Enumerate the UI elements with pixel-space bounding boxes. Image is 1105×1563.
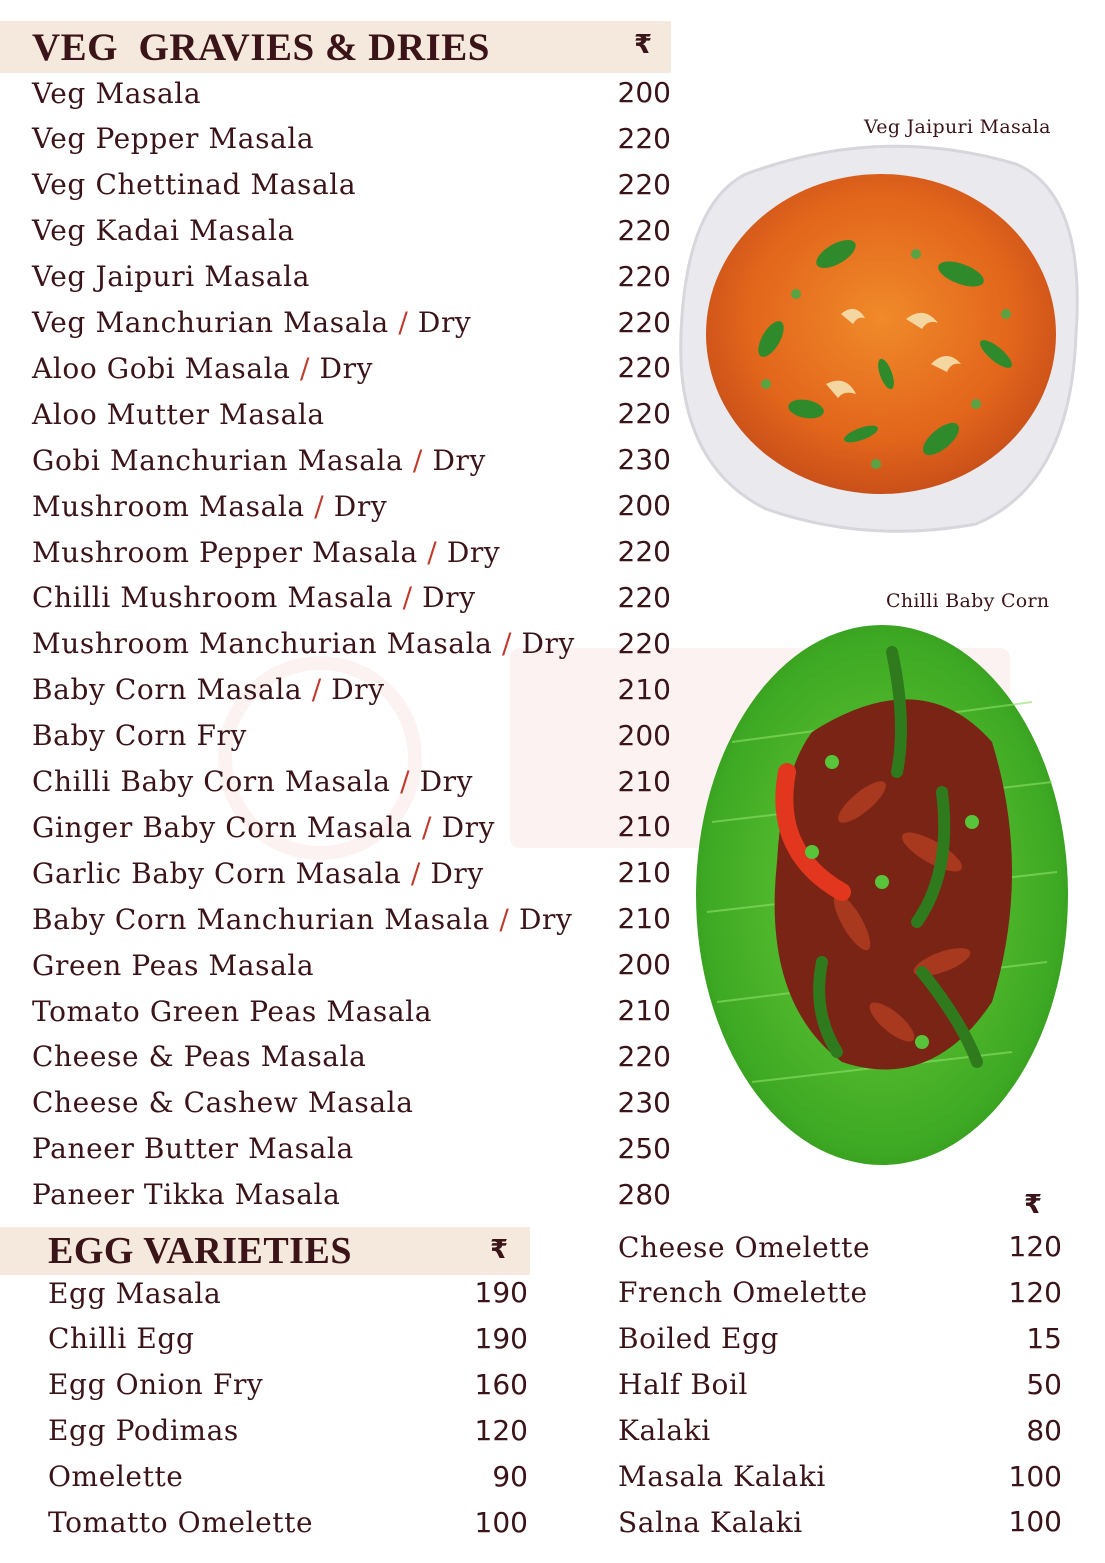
veg-section-title: VEG GRAVIES & DRIES	[32, 25, 490, 69]
menu-item-name	[32, 581, 476, 614]
menu-item-price: 250	[617, 1131, 671, 1165]
menu-item-name-text: Tomato Green Peas Masala	[32, 994, 433, 1028]
menu-item-name	[48, 1460, 183, 1493]
menu-item-name	[32, 352, 373, 385]
chilli-baby-corn-photo	[692, 622, 1072, 1168]
menu-item-name	[32, 122, 314, 155]
menu-item-name	[32, 490, 387, 523]
menu-item-name-text: Egg Podimas	[48, 1414, 239, 1448]
menu-item-price: 200	[617, 76, 671, 109]
menu-item	[32, 116, 314, 162]
menu-item-name-text: Veg Masala	[32, 76, 202, 110]
menu-item-variant: Dry	[419, 765, 474, 798]
menu-item	[48, 1408, 239, 1454]
menu-item	[32, 621, 575, 667]
menu-item	[618, 1224, 870, 1270]
menu-item-separator: /	[410, 856, 431, 890]
menu-item-name-text: Cheese Omelette	[618, 1230, 871, 1264]
menu-item	[48, 1270, 221, 1316]
menu-item-price: 220	[617, 121, 671, 155]
menu-item	[32, 529, 500, 575]
menu-item-name-text: Paneer Butter Masala	[32, 1132, 354, 1166]
menu-item-name-text: Veg Jaipuri Masala	[32, 260, 310, 294]
menu-item	[48, 1316, 194, 1362]
menu-item-name	[32, 627, 575, 660]
menu-item-variant: Dry	[441, 810, 496, 844]
menu-item-price: 100	[1008, 1505, 1062, 1539]
menu-item-name	[48, 1322, 194, 1355]
menu-item-price: 100	[474, 1505, 528, 1539]
menu-item-name-text: Half Boil	[618, 1368, 749, 1402]
menu-item-name-text: Veg Kadai Masala	[32, 214, 295, 248]
menu-item-price: 120	[474, 1413, 528, 1447]
veg-currency-symbol: ₹	[634, 30, 653, 60]
menu-item	[32, 713, 247, 759]
menu-item-separator: /	[402, 581, 423, 615]
menu-item-name	[32, 857, 484, 890]
menu-item	[618, 1499, 803, 1545]
menu-item-name	[32, 811, 495, 844]
menu-item-price: 220	[617, 213, 671, 247]
egg-right-currency-symbol: ₹	[1024, 1190, 1043, 1220]
menu-item	[32, 942, 314, 988]
egg-currency-symbol: ₹	[490, 1235, 509, 1265]
menu-item	[618, 1270, 868, 1316]
menu-item-price: 200	[617, 948, 671, 982]
menu-item	[32, 1126, 354, 1172]
menu-item-name-text: Veg Manchurian Masala	[32, 306, 399, 339]
menu-item-name-text: Egg Masala	[48, 1276, 222, 1310]
menu-item-name	[618, 1460, 826, 1493]
menu-item-price: 100	[1008, 1459, 1062, 1493]
menu-item	[48, 1500, 313, 1546]
menu-item-price: 200	[617, 489, 671, 523]
menu-item-price: 210	[617, 856, 671, 890]
menu-item-separator: /	[427, 535, 447, 569]
menu-item-price: 160	[474, 1367, 528, 1401]
menu-item-name-text: Chilli Mushroom Masala	[32, 581, 403, 615]
menu-item-name	[32, 77, 201, 110]
menu-item-price: 230	[617, 443, 671, 477]
menu-item-price: 120	[1008, 1275, 1062, 1309]
menu-item-name	[48, 1277, 221, 1310]
menu-item	[32, 896, 572, 942]
menu-item-name	[48, 1506, 313, 1539]
menu-item	[32, 575, 476, 621]
menu-item-name-text: Egg Onion Fry	[48, 1368, 264, 1402]
menu-item-name	[618, 1368, 748, 1401]
menu-item-name	[32, 949, 314, 982]
menu-item	[618, 1362, 748, 1408]
photo-caption-chilli-baby-corn: Chilli Baby Corn	[886, 590, 1050, 612]
menu-item-price: 220	[617, 167, 671, 201]
menu-item	[32, 391, 325, 437]
menu-item	[32, 850, 484, 896]
menu-item-price: 220	[617, 535, 671, 568]
menu-item	[32, 254, 310, 300]
menu-item-price: 210	[617, 764, 671, 798]
menu-item-price: 210	[617, 902, 671, 936]
menu-item-price: 90	[492, 1459, 528, 1493]
menu-item-name-text: Mushroom Pepper Masala	[32, 535, 428, 569]
menu-item-name-text: Chilli Baby Corn Masala	[32, 765, 401, 798]
menu-item-name	[618, 1231, 870, 1264]
menu-item-price: 50	[1026, 1367, 1062, 1401]
menu-item-name-text: Chilli Egg	[48, 1322, 195, 1356]
menu-item-variant: Dry	[432, 443, 486, 477]
menu-item	[32, 804, 495, 850]
menu-item	[48, 1454, 183, 1500]
menu-item-separator: /	[398, 306, 418, 339]
menu-item-name	[32, 765, 473, 798]
menu-item-variant: Dry	[521, 627, 575, 661]
menu-item-name-text: Green Peas Masala	[32, 948, 315, 982]
menu-item-name-text: Mushroom Manchurian Masala	[32, 627, 502, 661]
menu-item-name	[618, 1276, 868, 1309]
menu-item-name-text: Tomatto Omelette	[48, 1506, 314, 1539]
menu-item-variant: Dry	[430, 856, 484, 890]
menu-item-name-text: Boiled Egg	[618, 1322, 780, 1356]
menu-item-name	[32, 673, 385, 706]
menu-item-separator: /	[314, 489, 334, 523]
menu-item-variant: Dry	[417, 306, 472, 339]
menu-item	[32, 437, 486, 483]
menu-item-name-text: Baby Corn Fry	[32, 719, 247, 753]
menu-item-name	[48, 1368, 263, 1401]
menu-item-separator: /	[400, 765, 420, 798]
menu-item	[618, 1408, 711, 1454]
menu-item-name	[32, 260, 310, 293]
menu-item-name-text: Gobi Manchurian Masala	[32, 443, 413, 477]
veg-section-header	[0, 21, 671, 73]
menu-item-name-text: Omelette	[48, 1460, 184, 1494]
menu-item-name-text: Kalaki	[618, 1414, 711, 1448]
menu-item-price: 210	[617, 994, 671, 1027]
menu-item-name-text: Baby Corn Masala	[32, 673, 312, 707]
menu-item-name-text: French Omelette	[618, 1276, 868, 1310]
menu-item-price: 120	[1008, 1230, 1062, 1263]
menu-item-separator: /	[299, 351, 320, 385]
menu-item	[32, 667, 385, 713]
menu-item-name-text: Salna Kalaki	[618, 1505, 803, 1539]
menu-item-variant: Dry	[319, 351, 373, 385]
menu-item-separator: /	[501, 627, 522, 661]
menu-item-name	[32, 995, 432, 1028]
menu-item-name	[32, 398, 325, 431]
menu-item	[32, 300, 471, 346]
menu-item	[618, 1454, 826, 1500]
menu-item-name-text: Cheese & Peas Masala	[32, 1040, 367, 1074]
menu-item-price: 80	[1026, 1413, 1062, 1447]
menu-item-price: 210	[617, 672, 671, 706]
menu-item-name	[32, 306, 471, 339]
menu-item	[618, 1316, 779, 1362]
menu-item	[32, 345, 373, 391]
menu-item-name-text: Aloo Gobi Masala	[32, 351, 300, 385]
menu-item-price: 220	[617, 305, 671, 339]
menu-item	[32, 162, 356, 208]
menu-item-name	[32, 214, 295, 247]
menu-item-separator: /	[311, 673, 332, 707]
menu-item-price: 190	[474, 1276, 528, 1309]
menu-item-name	[32, 536, 500, 569]
menu-item-name	[618, 1414, 711, 1447]
menu-item-name	[32, 719, 247, 752]
menu-item-variant: Dry	[331, 673, 385, 707]
menu-item-price: 280	[617, 1177, 671, 1211]
egg-section-header	[0, 1227, 530, 1275]
menu-item-separator: /	[412, 443, 433, 477]
menu-item-name-text: Veg Pepper Masala	[32, 122, 315, 156]
menu-item-price: 210	[617, 810, 671, 844]
menu-item-name	[32, 903, 572, 936]
menu-item-price: 220	[617, 351, 671, 385]
menu-item	[32, 759, 473, 805]
menu-item-name-text: Veg Chettinad Masala	[32, 168, 357, 202]
menu-item	[32, 483, 387, 529]
menu-item-price: 220	[617, 1039, 671, 1073]
menu-item-price: 15	[1026, 1321, 1062, 1355]
menu-item-name-text: Masala Kalaki	[618, 1460, 826, 1493]
menu-item-name-text: Garlic Baby Corn Masala	[32, 856, 411, 890]
veg-jaipuri-masala-photo	[676, 134, 1086, 534]
menu-item-name-text: Cheese & Cashew Masala	[32, 1086, 414, 1120]
menu-item-separator: /	[422, 810, 442, 844]
menu-item-name-text: Paneer Tikka Masala	[32, 1178, 341, 1212]
menu-item-variant: Dry	[422, 581, 476, 615]
egg-section-title: EGG VARIETIES	[48, 1230, 352, 1272]
menu-item-name	[32, 1178, 340, 1211]
menu-item-name	[32, 168, 356, 201]
menu-item	[32, 1172, 340, 1218]
menu-item-price: 190	[474, 1321, 528, 1355]
menu-item-variant: Dry	[518, 902, 573, 936]
menu-item-price: 220	[617, 580, 671, 614]
photo-caption-veg-jaipuri: Veg Jaipuri Masala	[864, 116, 1051, 138]
menu-item	[32, 1080, 414, 1126]
menu-item-price: 220	[617, 259, 671, 293]
menu-item-price: 230	[617, 1085, 671, 1119]
menu-item	[32, 208, 295, 254]
menu-item	[32, 1034, 366, 1080]
menu-item-name-text: Aloo Mutter Masala	[32, 397, 325, 431]
menu-item-name-text: Baby Corn Manchurian Masala	[32, 902, 500, 936]
menu-item-name	[48, 1414, 239, 1447]
menu-item-name-text: Mushroom Masala	[32, 489, 315, 523]
menu-item-price: 200	[617, 718, 671, 752]
menu-item-price: 220	[617, 626, 671, 660]
menu-item	[48, 1362, 263, 1408]
menu-item-name-text: Ginger Baby Corn Masala	[32, 810, 423, 844]
menu-item-name	[618, 1506, 803, 1539]
menu-item-name	[32, 1040, 366, 1073]
menu-item-name	[32, 444, 486, 477]
menu-item	[32, 988, 432, 1034]
menu-item-name	[32, 1132, 354, 1165]
menu-item	[32, 70, 201, 116]
menu-item-price: 220	[617, 397, 671, 431]
menu-item-separator: /	[499, 902, 519, 936]
menu-item-variant: Dry	[333, 489, 388, 523]
menu-item-name	[618, 1322, 779, 1355]
menu-item-variant: Dry	[446, 535, 501, 569]
menu-item-name	[32, 1086, 414, 1119]
